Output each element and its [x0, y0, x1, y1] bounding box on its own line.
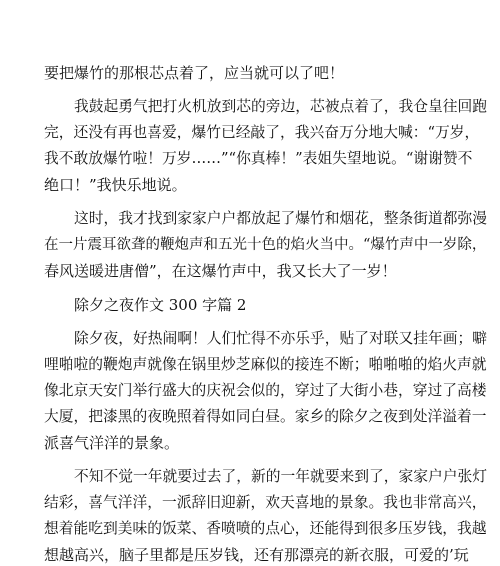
text-line: 要把爆竹的那根芯点着了，应当就可以了吧！	[44, 64, 345, 82]
text-line: 我不敢放爆竹啦！万岁……”“你真棒！”表姐失望地说。“谢谢赞不	[44, 150, 473, 167]
section-heading: 除夕之夜作文 300 字篇 2	[74, 296, 247, 314]
text-line: 哩啪啦的鞭炮声就像在锅里炒芝麻似的接连不断；啪啪啪的焰火声就	[44, 356, 487, 373]
paragraph-first-line: 我鼓起勇气把打火机放到芯的旁边，芯被点着了，我仓皇往回跑	[74, 98, 487, 115]
paragraph-first-line: 除夕夜，好热闹啊！人们忙得不亦乐乎，贴了对联又挂年画；噼	[74, 330, 487, 347]
text-line: 春风送暖进唐僧”，在这爆竹声中，我又长大了一岁！	[44, 262, 397, 280]
text-line: 派喜气洋洋的景象。	[44, 434, 180, 452]
text-line: 在一片震耳欲聋的鞭炮声和五光十色的焰火当中。“爆竹声中一岁除，	[44, 237, 487, 253]
text-line: 想着能吃到美味的饭菜、香喷喷的点心，还能得到很多压岁钱，我越	[44, 520, 487, 537]
text-line: 想越高兴，脑子里都是压岁钱，还有那漂亮的新衣服，可爱的’玩	[44, 546, 469, 564]
paragraph-first-line: 不知不觉一年就要过去了，新的一年就要来到了，家家户户张灯	[74, 468, 487, 485]
text-line: 完，还没有再也喜爱，爆竹已经敲了，我兴奋万分地大喊：“万岁，	[44, 124, 480, 141]
paragraph-first-line: 这时，我才找到家家户户都放起了爆竹和烟花，整条街道都弥漫	[74, 210, 487, 227]
text-line: 像北京天安门举行盛大的庆祝会似的，穿过了大街小巷，穿过了高楼	[44, 382, 487, 399]
text-line: 大厦，把漆黑的夜晚照着得如同白昼。家乡的除夕之夜到处洋溢着一	[44, 408, 487, 425]
text-line: 绝口！”我快乐地说。	[44, 176, 187, 194]
text-line: 结彩，喜气洋洋，一派辞旧迎新，欢天喜地的景象。我也非常高兴，	[44, 494, 487, 511]
